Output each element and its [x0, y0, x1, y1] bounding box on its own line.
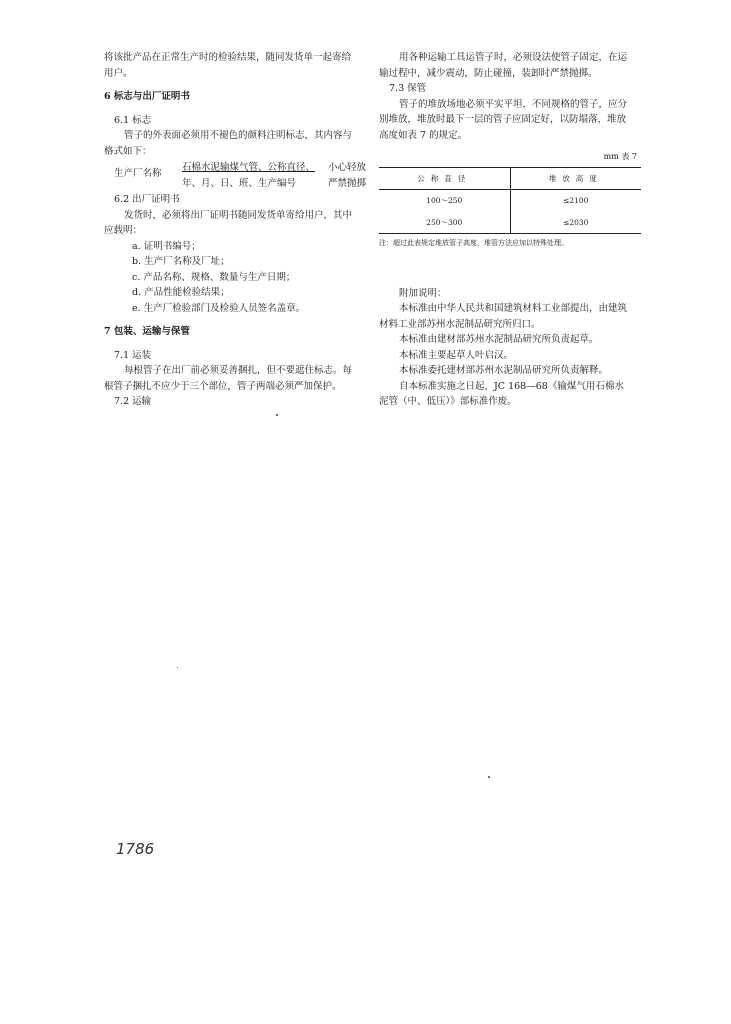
- table-7: [379, 149, 641, 252]
- appendix-line: 自本标准实施之日起，JC 168—68《输煤气用石棉水: [399, 380, 624, 392]
- appendix-title: 附加说明：: [399, 287, 447, 299]
- right-column: [379, 50, 641, 410]
- subsection-heading-6-2: 6.2 出厂证明书: [114, 194, 180, 205]
- mark-row-2: 年、月、日、班、生产编号: [182, 177, 297, 189]
- page-number: 1786: [116, 840, 155, 858]
- scan-speck: [177, 667, 178, 668]
- paragraph-line: 管子的堆放场地必须平实平坦，不同规格的管子，应分: [399, 98, 628, 110]
- paragraph-line: 将该批产品在正常生产时的检验结果，随同发货单一起寄给: [104, 52, 352, 63]
- appendix-line: 本标准主要起草人叶启汉。: [399, 349, 514, 361]
- mark-row-1: 石棉水泥输煤气管、公称直径、: [182, 162, 316, 173]
- mark-right-2: 严禁抛掷: [327, 177, 366, 189]
- appendix-line: 材料工业部苏州水泥制品研究所归口。: [379, 318, 541, 330]
- subsection-heading-7-3: 7.3 保管: [389, 83, 427, 94]
- table-cell: ≤2100: [563, 196, 589, 205]
- subsection-heading-7-2: 7.2 运输: [114, 396, 152, 407]
- list-item: c. 产品名称、规格、数量与生产日期；: [132, 271, 296, 283]
- section-heading-6: 6 标志与出厂证明书: [104, 91, 190, 102]
- mark-prefix: 生产厂名称: [114, 168, 162, 179]
- paragraph-line: 每根管子在出厂前必须妥善捆扎，但不要遮住标志。每: [124, 365, 353, 376]
- stacking-height-table: [379, 167, 641, 235]
- list-item: b. 生产厂名称及厂址；: [132, 256, 230, 267]
- paragraph-line: 别堆放，堆放时最下一层的管子应固定好，以防塌落，堆放: [379, 114, 627, 125]
- appendix-line: 泥管（中、低压）》部标准作废。: [379, 396, 517, 407]
- subsection-heading-6-1: 6.1 标志: [114, 114, 152, 126]
- table-row: [379, 212, 641, 234]
- table-header-cell: 堆放高度: [548, 173, 603, 183]
- paragraph-line: 应载明：: [104, 225, 143, 236]
- paragraph-line: 发货时，必须将出厂证明书随同发货单寄给用户，其中: [124, 209, 353, 221]
- mark-right-1: 小心轻放: [327, 162, 366, 173]
- scan-speck: [488, 776, 490, 778]
- table-cell: ≤2030: [563, 217, 589, 227]
- table-note: 注：超过此表规定堆放管子高度，堆管方法应加以特殊处理。: [379, 239, 568, 247]
- table-row: [379, 190, 641, 212]
- scan-speck: [276, 414, 278, 416]
- appendix-notes: [379, 286, 641, 410]
- appendix-line: 本标准委托建材部苏州水泥制品研究所负责解释。: [399, 365, 609, 376]
- paragraph-line: 格式如下：: [104, 145, 152, 157]
- subsection-heading-7-1: 7.1 运装: [114, 349, 152, 361]
- paragraph-line: 用户。: [104, 67, 133, 79]
- table-cell: 250～300: [379, 212, 510, 234]
- table-header-cell: 公称直径: [379, 167, 510, 190]
- list-item: a. 证明书编号；: [132, 240, 201, 252]
- list-item: e. 生产厂检验部门及检验人员签名盖章。: [132, 302, 306, 314]
- paragraph-line: 输过程中，减少震动，防止碰撞，装卸时严禁抛掷。: [379, 67, 598, 79]
- table-caption: mm 表 7: [603, 152, 637, 161]
- appendix-line: 本标准由建材部苏州水泥制品研究所负责起草。: [399, 334, 599, 345]
- table-cell: 100～250: [379, 190, 510, 212]
- mark-format-block: [104, 160, 366, 191]
- paragraph-line: 管子的外表面必须用不褪色的颜料注明标志，其内容与: [124, 130, 353, 141]
- paragraph-line: 用各种运输工具运管子时，必须设法使管子固定，在运: [399, 52, 628, 63]
- list-item: d. 产品性能检验结果；: [132, 287, 230, 298]
- section-heading-7: 7 包装、运输与保管: [104, 326, 190, 337]
- paragraph-line: 高度如表 7 的规定。: [379, 129, 468, 141]
- left-column: [104, 50, 366, 410]
- table-header-row: [379, 167, 641, 190]
- appendix-line: 本标准由中华人民共和国建筑材料工业部提出，由建筑: [399, 303, 628, 314]
- paragraph-line: 根管子捆扎不应少于三个部位，管子两端必须严加保护。: [104, 380, 342, 392]
